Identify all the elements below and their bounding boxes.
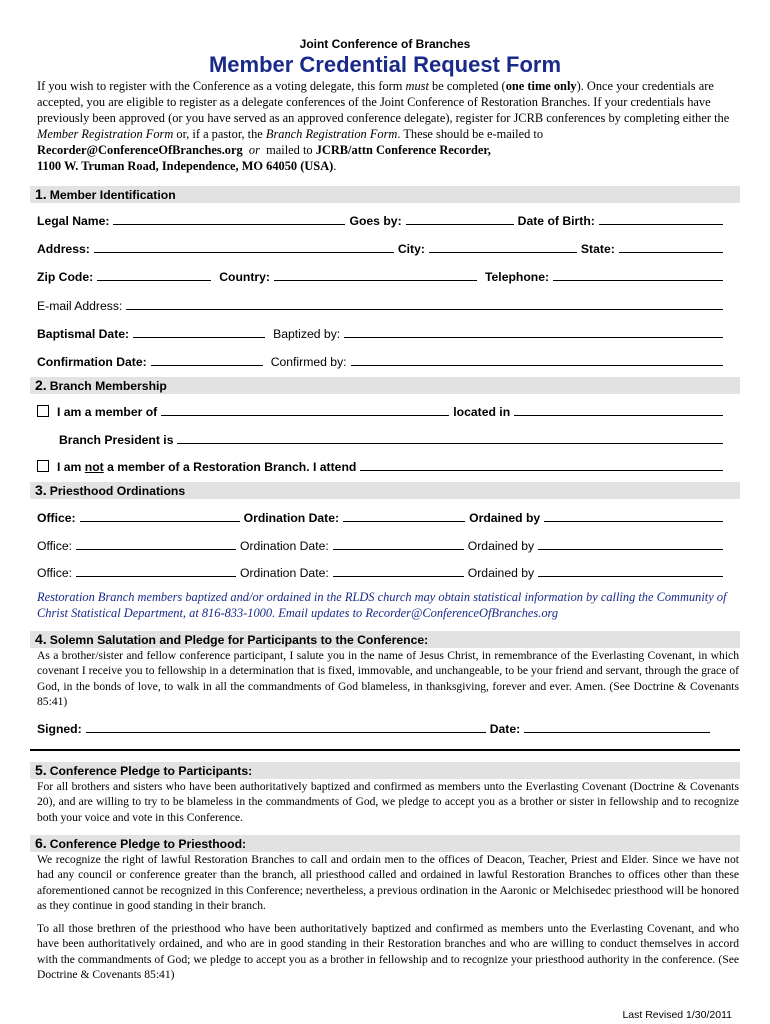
form-title: Member Credential Request Form [208,52,562,77]
row-email: E-mail Address: [37,295,727,313]
divider [30,749,740,751]
section-member-identification: 1. Member Identification [30,186,740,203]
row-ordination-2: Office: Ordination Date: Ordained by [37,535,727,553]
row-address: Address: City: State: [37,238,727,256]
row-ordination-3: Office: Ordination Date: Ordained by [37,562,727,580]
attending-branch-field[interactable] [360,469,723,471]
legal-name-field[interactable] [113,223,345,225]
member-of-checkbox[interactable] [37,405,49,417]
baptized-by-field[interactable] [344,336,723,338]
section-conference-pledge-priesthood: 6. Conference Pledge to Priesthood: [30,835,740,852]
office-field-1[interactable] [80,520,240,522]
confirmed-by-field[interactable] [351,364,723,366]
row-signature: Signed: Date: [37,718,727,736]
city-field[interactable] [429,251,577,253]
section-conference-pledge-participants: 5. Conference Pledge to Participants: [30,762,740,779]
priesthood-pledge-text-1: We recognize the right of lawful Restoration Branches to call and ordain men to the offices of Deacon, Teacher, Priest and Elder. Since we have not had any council or conference greater than the branch, all priesthood called and ordained in lawful Restoration Branches to offices other than these aforementioned cannot be recognized in this Conference; nevertheless, a previous ordination in the Aaronic or Melchisedec priesthood will be honored as they continue in good standing in their branch. [37,853,739,912]
branch-name-field[interactable] [161,414,449,416]
statistical-note: Restoration Branch members baptized and/or ordained in the RLDS church may obtain statistical information by calling the Community of Christ Statistical Department, at 816-833-1000. Email updates to Recorder@ConferenceOfBranches.org [37,590,727,620]
signature-date-field[interactable] [524,731,710,733]
ordained-by-field-1[interactable] [544,520,723,522]
salutation-text: As a brother/sister and fellow conference participant, I salute you in the name of Jesus Christ, in remembrance of the Everlasting Covenant, in which covenant I receive you to fellowship in a determination that is fixed, immovable, and unchangeable, to be your friend and servant, through the grace of God, in the bonds of love, to walk in all the commandments of God blameless, in thanksgiving, forever and ever. Amen. (See Doctrine & Covenants 85:41) [37,649,739,708]
office-field-3[interactable] [76,575,236,577]
ordained-by-field-2[interactable] [538,548,723,550]
zip-code-field[interactable] [97,279,211,281]
section-branch-membership: 2. Branch Membership [30,377,740,394]
ordination-date-field-3[interactable] [333,575,464,577]
ordained-by-field-3[interactable] [538,575,723,577]
row-member-of: I am a member of located in [37,401,727,419]
organization-name: Joint Conference of Branches [299,37,471,51]
row-name: Legal Name: Goes by: Date of Birth: [37,210,727,228]
section-solemn-salutation: 4. Solemn Salutation and Pledge for Participants to the Conference: [30,631,740,648]
email-field[interactable] [126,308,723,310]
not-member-checkbox[interactable] [37,460,49,472]
signature-field[interactable] [86,731,486,733]
section-priesthood-ordinations: 3. Priesthood Ordinations [30,482,740,499]
date-of-birth-field[interactable] [599,223,723,225]
branch-president-field[interactable] [177,442,723,444]
country-field[interactable] [274,279,477,281]
state-field[interactable] [619,251,723,253]
row-baptism: Baptismal Date: Baptized by: [37,323,727,341]
ordination-date-field-1[interactable] [343,520,465,522]
office-field-2[interactable] [76,548,236,550]
row-zip: Zip Code: Country: Telephone: [37,266,727,284]
branch-location-field[interactable] [514,414,723,416]
participant-pledge-text: For all brothers and sisters who have been authoritatively baptized and confirmed as members unto the Everlasting Covenant (Doctrine & Covenants 20), and are willing to try to be blameless in the commandments of God, we pledge to accept you as a brother or sister in fellowship and to recognize both your voice and vote in this Conference. [37,780,739,824]
goes-by-field[interactable] [406,223,514,225]
row-not-member: I am not a member of a Restoration Branch. I attend [37,456,727,474]
ordination-date-field-2[interactable] [333,548,464,550]
confirmation-date-field[interactable] [151,364,263,366]
telephone-field[interactable] [553,279,723,281]
recorder-email: Recorder@ConferenceOfBranches.org [37,143,243,157]
row-branch-president: Branch President is [59,429,727,447]
last-revised: Last Revised 1/30/2011 [622,1009,732,1021]
address-field[interactable] [94,251,394,253]
row-ordination-1: Office: Ordination Date: Ordained by [37,507,727,525]
baptismal-date-field[interactable] [133,336,265,338]
row-confirmation: Confirmation Date: Confirmed by: [37,351,727,369]
intro-paragraph: If you wish to register with the Conference as a voting delegate, this form must be completed (one time only). Once your credentials are accepted, you are eligible to register as a delegate conferences of the Joint Conference of Restoration Branches. If your credentials have previously been approved (or you have served as an approved conference delegate), register for JCRB conferences by completing either the Member Registration Form or, if a pastor, the Branch Registration Form. These should be e-mailed to Recorder@ConferenceOfBranches.org or mailed to JCRB/attn Conference Recorder, 1100 W. Truman Road, Independence, MO 64050 (USA). [37,79,730,173]
priesthood-pledge-text-2: To all those brethren of the priesthood who have been authoritatively baptized and confirmed as members unto the Everlasting Covenant, and who have been authoritatively ordained, and who are in good standing in their Restoration branches and who are willing to conduct themselves in accord with the commandments of God; we pledge to accept you as a brother in fellowship and to recognize your priesthood authority in the conference. (See Doctrine & Covenants 85:41) [37,922,739,981]
